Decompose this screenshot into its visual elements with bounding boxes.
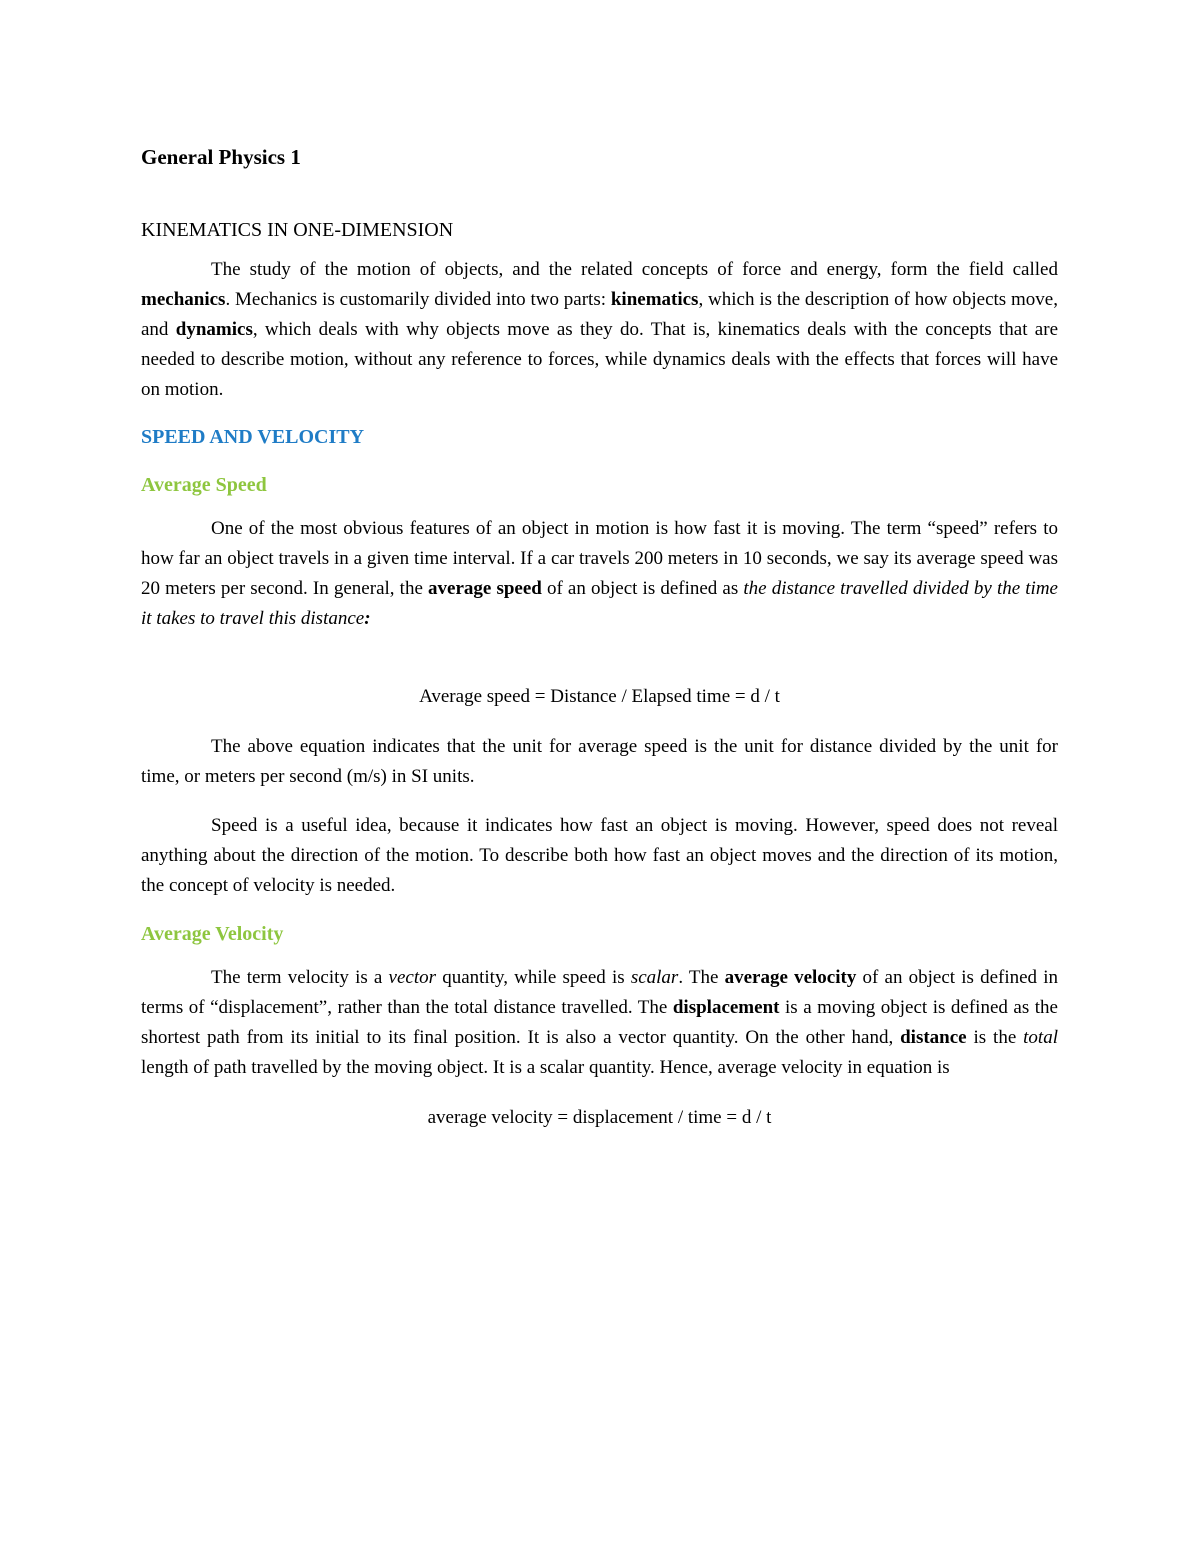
velocity-text-1: The term velocity is a: [211, 967, 389, 988]
speed-equation: Average speed = Distance / Elapsed time = d / t: [419, 686, 780, 707]
term-average-velocity: average velocity: [724, 967, 857, 988]
intro-text-1: The study of the motion of objects, and the related concepts of force and energy, form the field called: [211, 259, 1058, 280]
speed-definition-colon: :: [364, 608, 371, 629]
speed-text-2: of an object is defined as: [541, 578, 744, 599]
speed-useful-paragraph: Speed is a useful idea, because it indicates how fast an object is moving. However, speed does not reveal anything about the direction of the motion. To describe both how fast an object moves and the direction of its motion, the concept of velocity is needed.: [141, 815, 1058, 896]
velocity-paragraph: [141, 963, 1058, 1083]
document-page: [141, 139, 1058, 1133]
term-displacement: displacement: [672, 997, 780, 1018]
speed-velocity-heading: SPEED AND VELOCITY: [141, 426, 365, 448]
term-mechanics: mechanics: [141, 289, 226, 310]
intro-text-4: , which deals with why objects move as they do. That is, kinematics deals with the concepts that are needed to describe motion, without any reference to forces, while dynamics deals with the effects that forces will have on motion.: [141, 319, 1059, 400]
term-total: total: [1023, 1027, 1058, 1048]
velocity-text-2: quantity, while speed is: [436, 967, 631, 988]
average-velocity-heading: Average Velocity: [141, 923, 284, 945]
velocity-text-4: of an object is defined in terms of “displacement”, rather than the total distance travelled. The: [141, 967, 1058, 1018]
term-scalar: scalar: [630, 967, 679, 988]
velocity-text-5: is a moving object is defined as the shortest path from its initial to its final position. It is also a vector quantity. On the other hand,: [141, 997, 1058, 1048]
intro-text-2: . Mechanics is customarily divided into two parts:: [225, 289, 611, 310]
speed-paragraph: [141, 514, 1058, 634]
term-distance: distance: [900, 1027, 967, 1048]
velocity-text-6: is the: [966, 1027, 1024, 1048]
velocity-text-7: length of path travelled by the moving object. It is a scalar quantity. Hence, average velocity in equation is: [141, 1057, 950, 1078]
term-kinematics: kinematics: [610, 289, 699, 310]
velocity-equation: average velocity = displacement / time = d / t: [427, 1107, 772, 1128]
term-dynamics: dynamics: [175, 319, 253, 340]
intro-paragraph: [141, 255, 1058, 405]
document-title: General Physics 1: [141, 145, 301, 169]
speed-text-1: One of the most obvious features of an object in motion is how fast it is moving. The term “speed” refers to how far an object travels in a given time interval. If a car travels 200 meters in 10 seconds, we say its average speed was 20 meters per second. In general, the: [141, 518, 1058, 599]
speed-definition: the distance travelled divided by the time it takes to travel this distance: [141, 578, 1058, 629]
velocity-text-3: . The: [678, 967, 725, 988]
section-title: KINEMATICS IN ONE-DIMENSION: [141, 219, 454, 241]
unit-paragraph: The above equation indicates that the unit for average speed is the unit for distance divided by the unit for time, or meters per second (m/s) in SI units.: [141, 736, 1058, 787]
term-vector: vector: [388, 967, 437, 988]
intro-text-3: , which is the description of how objects move, and: [141, 289, 1058, 340]
average-speed-heading: Average Speed: [141, 474, 267, 496]
term-average-speed: average speed: [428, 578, 542, 599]
